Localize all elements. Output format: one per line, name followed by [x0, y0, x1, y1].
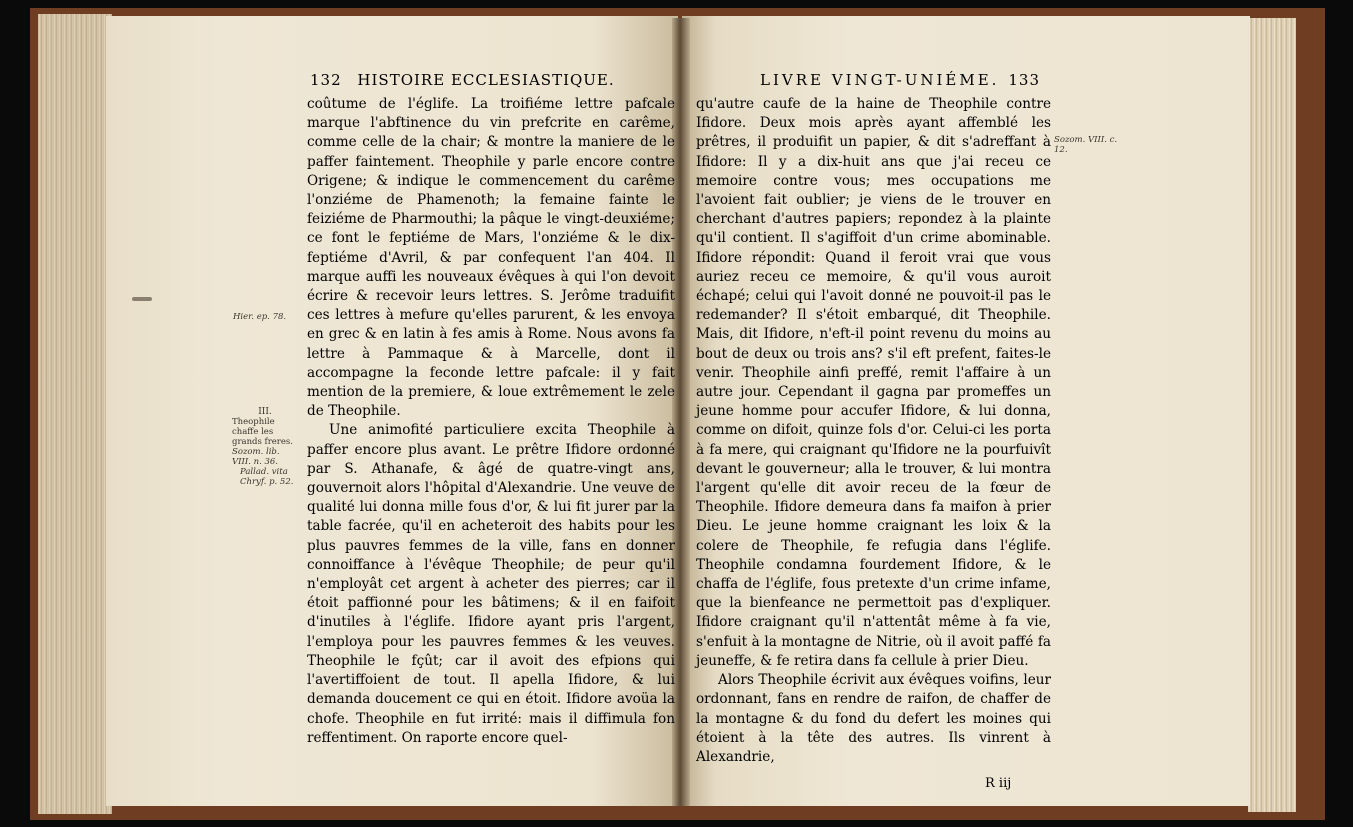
margin-note-sozom: Sozom. VIII. c. 12. [1054, 135, 1118, 155]
left-paragraph-2: Une animofité particuliere excita Theophile à paffer encore plus avant. Le prêtre Ifidore ordonné par S. Athanafe, & âgé de quatre-vingt ans, gouvernoit alors l'hôpital d'Alexandrie. Une veuve de qualité lui donna mille fous d'or, & lui fit jurer par la table facrée, qu'il en acheteroit des habits pour les plus pauvres femmes de la ville, fans en donner connoiffance à l'évêque Theophile; de peur qu'il n'employât cet argent à acheter des pierres; car il étoit paffionné pour les bâtimens; & il en faifoit d'inutiles à l'églife. Ifidore ayant pris l'argent, l'employa pour les pauvres femmes & les veuves. Theophile le fçût; car il avoit des efpions qui l'avertiffoient de tout. Il apella Ifidore, & lui demanda doucement ce qui en étoit. Ifidore avoüa la chofe. Theophile en fut irrité: mais il diffimula fon reffentiment. On raporte encore quel- [307, 422, 675, 746]
left-running-head [310, 71, 615, 89]
page-edges-left [38, 14, 112, 814]
page-edges-right [1248, 18, 1296, 812]
right-paragraph-2: Alors Theophile écrivit aux évêques voifins, leur ordonnant, fans en rendre de raifon, de chaffer de la montagne & du fond du defert les moines qui étoient à la tête des autres. Ils vinrent à Alexandrie, [696, 672, 1051, 765]
right-paragraph-1: qu'autre caufe de la haine de Theophile contre Ifidore. Deux mois après ayant affemblé les prêtres, il produifit un papier, & dit s'adreffant à Ifidore: Il y a dix-huit ans que j'ai receu ce memoire contre vous; mes occupations me l'avoient fait oublier; je viens de le trouver en cherchant d'autres papiers; repondez à la plainte qu'il contient. Il s'agiffoit d'un crime abominable. Ifidore répondit: Quand il feroit vrai que vous auriez receu ce memoire, & qu'il vous auroit échapé; celui qui l'avoit donné ne pouvoit-il pas le redemander? Il s'étoit embarqué, dit Theophile. Mais, dit Ifidore, n'eft-il point revenu du moins au bout de deux ou trois ans? s'il eft prefent, faites-le venir. Theophile ainfi preffé, remit l'affaire à un autre jour. Cependant il gagna par promeffes un jeune homme pour accufer Ifidore, & lui donna, comme on difoit, quinze fols d'or. Celui-ci les porta à fa mere, qui craignant qu'Ifidore ne la pourfuivît devant le gouverneur; alla le trouver, & lui montra l'argent qu'elle dit avoir receu de la fœur de Theophile. Ifidore demeura dans fa maifon à prier Dieu. Le jeune homme craignant les loix & la colere de Theophile, fe refugia dans l'églife. Theophile condamna fourdement Ifidore, & le chaffa de l'églife, fous pretexte d'un crime infame, que la bienfeance ne permettoit pas d'expliquer. Ifidore craignant qu'il n'attentât même à fa vie, s'enfuit à la montagne de Nitrie, où il avoit paffé fa jeuneffe, & fe retira dans fa cellule à prier Dieu. [696, 96, 1051, 669]
left-running-title: HISTOIRE ECCLESIASTIQUE. [357, 71, 615, 89]
right-running-title: LIVRE VINGT-UNIÉME. [760, 71, 1000, 89]
left-page-number: 132 [310, 71, 342, 89]
section-number: III. [258, 407, 272, 417]
margin-note-section [232, 407, 298, 487]
ink-blot [132, 297, 152, 301]
signature-mark: R iij [985, 776, 1012, 791]
right-running-head [760, 71, 1040, 89]
section-title: Theophile chaffe les grands freres. [232, 417, 293, 447]
margin-note-hier: Hier. ep. 78. [233, 312, 287, 322]
left-body-text [307, 95, 675, 748]
left-paragraph-1: coûtume de l'églife. La troifiéme lettre pafcale marque l'abftinence du vin prefcrite en carême, comme celle de la chair; & montre la maniere de le paffer faintement. Theophile y parle encore contre Origene; & indique le commencement du carême l'onziéme de Phamenoth; la femaine fainte le feiziéme de Pharmouthi; la pâque le vingt-deuxiéme; ce font le feptiéme de Mars, l'onziéme & le dix-feptiéme d'Avril, & par confequent l'an 404. Il marque auffi les nouveaux évêques à qui l'on devoit écrire & recevoir leurs lettres. S. Jerôme traduifit ces lettres à mefure qu'elles parurent, & les envoya en grec & en latin à fes amis à Rome. Nous avons fa lettre à Pammaque & à Marcelle, dont il accompagne la feconde lettre pafcale: il y fait mention de la premiere, & loue extrêmement le zele de Theophile. [307, 96, 675, 420]
section-ref-pallad: Pallad. vita Chryf. p. 52. [240, 467, 294, 487]
right-body-text [696, 95, 1051, 767]
right-page-number: 133 [1008, 71, 1040, 89]
section-ref-sozom: Sozom. lib. VIII. n. 36. [232, 447, 280, 467]
